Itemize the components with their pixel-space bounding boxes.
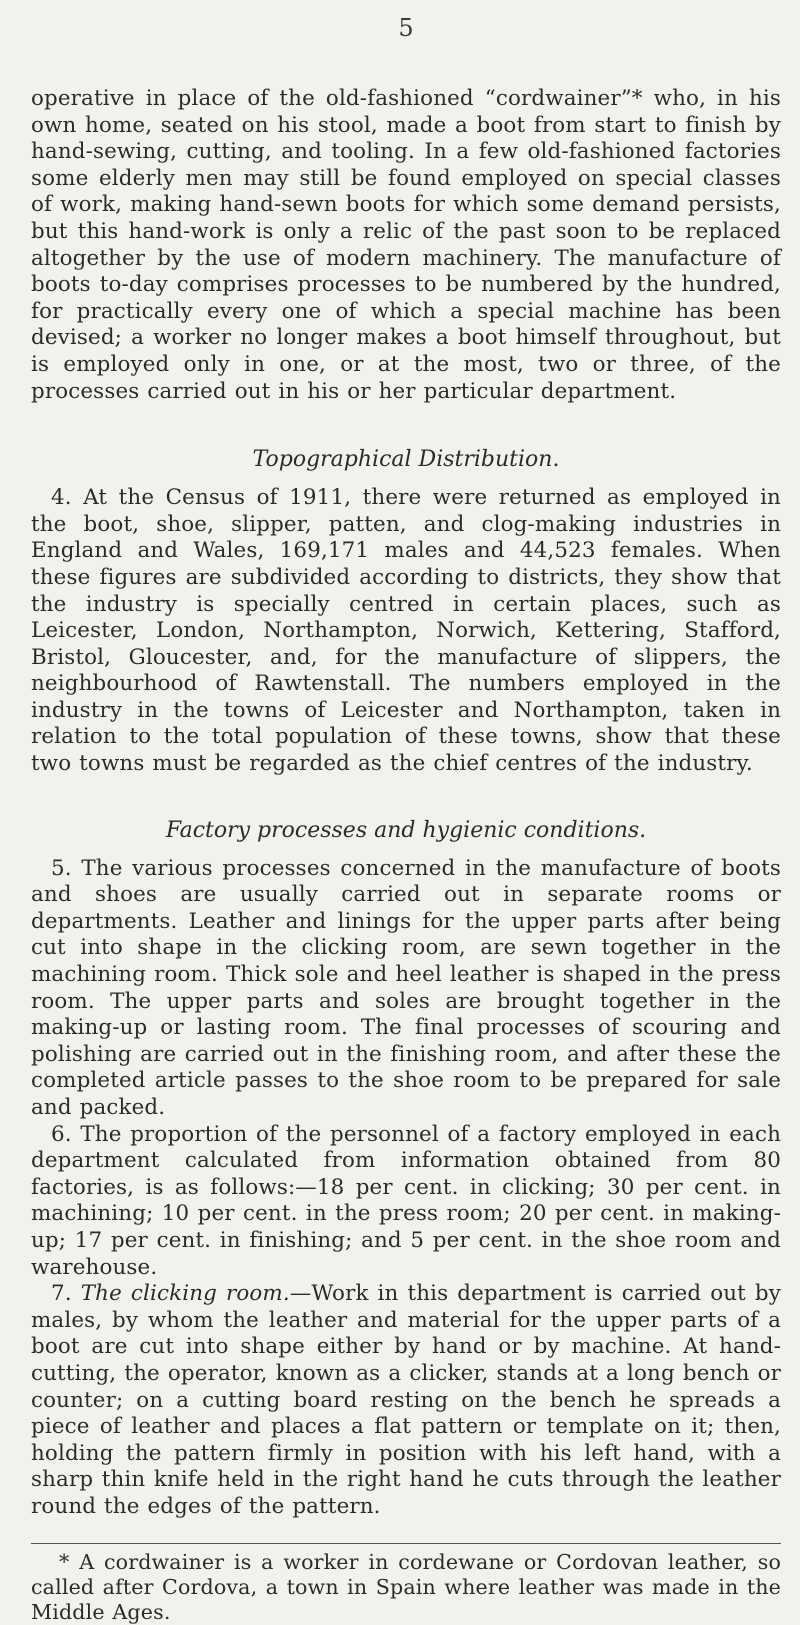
- page: [31, 14, 782, 1624]
- paragraph-7: [31, 1281, 781, 1520]
- paragraph-5: 5. The various processes concerned in the manufacture of boots and shoes are usually carried out in separate rooms or departments. Leather and linings for the upper parts after being cut into shape in the clicking room, are sewn together in the machining room. Thick sole and heel leather is shaped in the press room. The upper parts and soles are brought together in the making-up or lasting room. The final processes of scouring and polishing are carried out in the finishing room, and after these the completed article passes to the shoe room to be prepared for sale and packed.: [31, 855, 781, 1120]
- paragraph-6: 6. The proportion of the personnel of a factory employed in each department calculated from information obtained from 80 factories, is as follows:—18 per cent. in clicking; 30 per cent. in machining; 10 per cent. in the press room; 20 per cent. in making-up; 17 per cent. in finishing; and 5 per cent. in the shoe room and warehouse.: [31, 1121, 781, 1280]
- paragraph-7-body: —Work in this department is carried out by males, by whom the leather and material for the upper parts of a boot are cut into shape either by hand or by machine. At hand-cutting, the operator, known as a clicker, stands at a long bench or counter; on a cutting board resting on the bench he spreads a piece of leather and places a flat pattern or template on it; then, holding the pattern firmly in position with his left hand, with a sharp thin knife held in the right hand he cuts through the leather round the edges of the pattern.: [31, 1281, 782, 1519]
- footnote: * A cordwainer is a worker in cordewane or Cordovan leather, so called after Cordova, a town in Spain where leather was made in the Middle Ages.: [31, 1549, 781, 1624]
- paragraph-4: 4. At the Census of 1911, there were returned as employed in the boot, shoe, slipper, patten, and clog-making industries in England and Wales, 169,171 males and 44,523 females. When these figures are subdivided according to districts, they show that the industry is specially centred in certain places, such as Leicester, London, Northampton, Norwich, Kettering, Stafford, Bristol, Gloucester, and, for the manufacture of slippers, the neighbourhood of Rawtenstall. The numbers employed in the industry in the towns of Leicester and Northampton, taken in relation to the total population of these towns, show that these two towns must be regarded as the chief centres of the industry.: [31, 485, 781, 777]
- paragraph-7-title: The clicking room.: [80, 1281, 290, 1307]
- section-heading-topographical: Topographical Distribution.: [252, 447, 560, 473]
- intro-text-after: who, in his own home, seated on his stool, made a boot from start to finish by hand-sewing, cutting, and tooling. In a few old-fashioned factories some elderly men may still be found employed on special classes of work, making hand-sewn boots for which some demand persists, but this hand-work is only a relic of the past soon to be replaced altogether by the use of modern machinery. The manufacture of boots to-day comprises processes to be numbered by the hundred, for practically every one of which a special machine has been devised; a worker no longer makes a boot himself throughout, but is employed only in one, or at the most, two or three, of the processes carried out in his or her particular department.: [31, 86, 781, 404]
- page-number: 5: [398, 14, 414, 42]
- footnote-marker: *: [631, 86, 643, 111]
- intro-text-before: operative in place of the old-fashioned “cordwainer”: [31, 86, 632, 111]
- section-heading-factory-processes: Factory processes and hygienic conditions.: [165, 817, 647, 843]
- footnote-divider: [31, 1543, 781, 1544]
- intro-paragraph: [31, 86, 781, 405]
- paragraph-7-number: 7.: [51, 1281, 81, 1307]
